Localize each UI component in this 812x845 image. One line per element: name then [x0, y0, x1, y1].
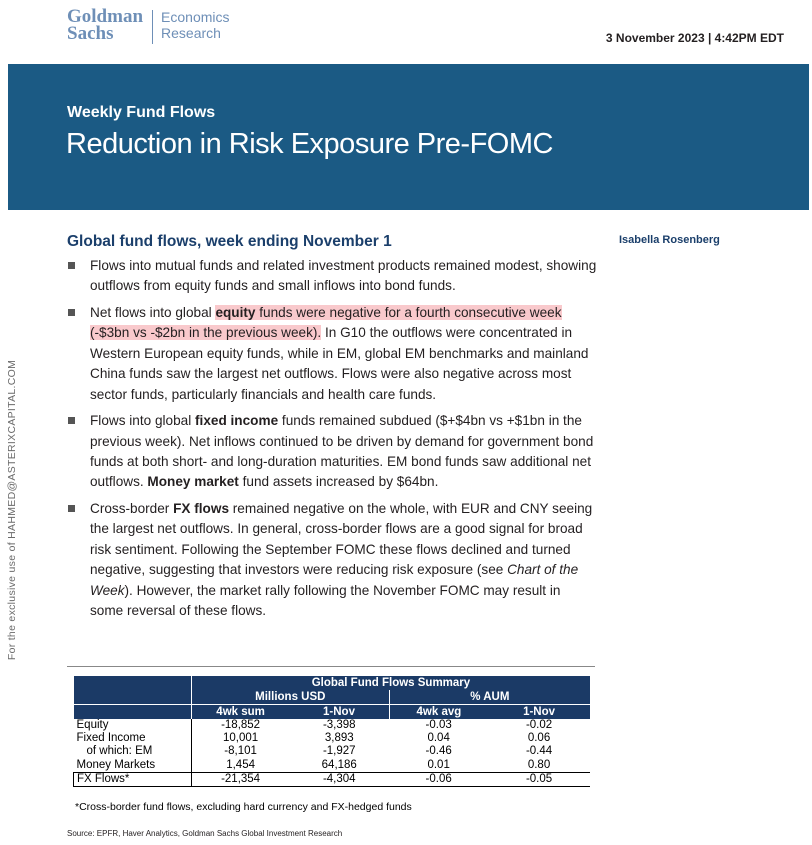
table-cell: 3,893: [324, 732, 354, 745]
table-row: [74, 772, 591, 786]
table-cell: -0.02: [525, 719, 553, 732]
table-cell: -0.05: [488, 772, 590, 786]
column-header: 4wk sum: [191, 705, 289, 720]
report-series: Weekly Fund Flows: [67, 104, 216, 121]
row-label: FX Flows*: [74, 772, 192, 786]
watermark-text: For the exclusive use of HAHMED@ASTERIXCAPITAL.COM: [6, 359, 18, 661]
column-header: 1-Nov: [488, 705, 590, 720]
table-row: [74, 732, 591, 745]
gs-logo: [67, 8, 230, 44]
row-label: Fixed Income: [74, 732, 192, 745]
table-cell: -8,101: [224, 745, 257, 758]
table-row: [74, 759, 591, 773]
source-note: Source: EPFR, Haver Analytics, Goldman Sachs Global Investment Research: [67, 829, 343, 838]
bullet-list: [67, 256, 597, 628]
row-label: Money Markets: [74, 759, 192, 773]
table-cell: 0.06: [527, 732, 551, 745]
bullet-item: Flows into global fixed income funds remained subdued ($+$4bn vs +$1bn in the previous week). Net inflows continued to be driven by demand for government bond funds at both short- and long-duration maturities. EM bond funds saw additional net outflows. Money market fund assets increased by $64bn.: [67, 411, 597, 493]
logo-divider: [152, 10, 153, 44]
row-label: of which: EM: [74, 745, 192, 758]
table-cell: -0.46: [425, 745, 452, 758]
table-row: [74, 745, 591, 758]
bullet-square-icon: [68, 262, 75, 269]
publication-date: 3 November 2023 | 4:42PM EDT: [605, 31, 784, 45]
column-header: 4wk avg: [389, 705, 488, 720]
table-cell: 0.04: [427, 732, 450, 745]
table-cell: 1,454: [226, 758, 255, 771]
table-cell: -4,304: [289, 772, 389, 786]
table-footnote: *Cross-border fund flows, excluding hard currency and FX-hedged funds: [75, 801, 412, 813]
logo-wordmark: Goldman Sachs: [67, 6, 144, 44]
author-name[interactable]: Isabella Rosenberg: [619, 234, 720, 246]
bullet-item: Net flows into global equity funds were negative for a fourth consecutive week (-$3bn vs -$2bn in the previous week). In G10 the outflows were concentrated in Western European equity funds, while in EM, global EM benchmarks and mainland China funds saw the largest net outflows. Flows were also negative across most sector funds, particularly financials and health care funds.: [67, 303, 597, 405]
table-cell: -0.44: [525, 745, 553, 758]
bullet-item: Flows into mutual funds and related investment products remained modest, showing outflows from equity funds and small inflows into bond funds.: [67, 256, 597, 297]
table-cell: -21,354: [191, 772, 289, 786]
division-name: Economics Research: [161, 9, 230, 41]
table-title: Global Fund Flows Summary: [191, 676, 590, 690]
table-top-rule: [67, 666, 595, 667]
row-label: Equity: [74, 719, 192, 732]
table-cell: -18,852: [221, 719, 261, 732]
table-cell: 10,001: [223, 732, 259, 745]
table-row: [74, 719, 591, 732]
bullet-square-icon: [68, 505, 75, 512]
group-header-usd: Millions USD: [191, 690, 389, 705]
table-cell: 64,186: [321, 758, 357, 771]
bullet-item: Cross-border FX flows remained negative on the whole, with EUR and CNY seeing the largest net outflows. In general, cross-border flows are a good signal for broad risk sentiment. Following the September FOMC these flows declined and turned negative, suggesting that investors were reducing risk exposure (see Chart of the Week). However, the market rally following the November FOMC may result in some reversal of these flows.: [67, 499, 597, 621]
column-header: 1-Nov: [289, 705, 389, 720]
highlighted-text: equity funds were negative for a fourth consecutive week (-$3bn vs -$2bn in the previous week).: [90, 305, 562, 341]
table-cell: -1,927: [322, 745, 356, 758]
table-cell: -0.03: [425, 719, 452, 732]
bullet-square-icon: [68, 309, 75, 316]
table-cell: 0.80: [527, 758, 551, 771]
group-header-aum: % AUM: [389, 690, 590, 705]
section-heading: Global fund flows, week ending November 1: [67, 233, 392, 250]
title-banner: [8, 64, 809, 210]
report-title: Reduction in Risk Exposure Pre-FOMC: [66, 128, 553, 160]
bullet-square-icon: [68, 417, 75, 424]
fund-flows-summary-table: [73, 676, 590, 787]
table-cell: 0.01: [427, 758, 450, 771]
table-cell: -0.06: [389, 772, 488, 786]
table-cell: -3,398: [322, 719, 356, 732]
